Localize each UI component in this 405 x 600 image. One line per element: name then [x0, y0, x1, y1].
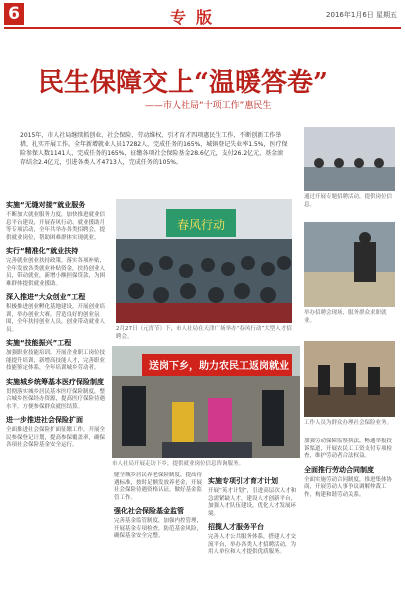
photo-caption-3: 市人社局开展走访下乡，提供就业岗位信息咨询服务。 [112, 461, 245, 467]
issue-date: 2016年1月6日 星期五 [326, 11, 397, 19]
article-subtitle: ——市人社局“十项工作”惠民生 [145, 101, 272, 111]
photo-service [304, 222, 395, 307]
page-header [0, 0, 405, 26]
article-lead: 2015年，市人社局继续抓创业、社会保险、劳动维权、引才育才四项惠民生工作，不断创新工作举措，扎实开展工作。全年新增就业人员17282人，完成任务的165%，城镇登记失业率1.5%，医疗保险参保人数1141人，完成任务的165%，征缴各项社会保险基金28.6亿元，支付26.2亿元，基金滚存结余2.4亿元，引进各类人才4713人，完成任务的105%。 [20, 132, 288, 166]
col4-para-2: 全面实施劳动合同制度，推进集体协商，开展劳动人事争议调解仲裁工作，构建和谐劳动关系。 [304, 476, 393, 498]
col3-heading-1: 实施专项引才育才计划 [208, 477, 278, 485]
header-rule [4, 27, 401, 29]
col2-para-1: 健全城乡居民养老保险制度，提高待遇标准，按时足额发放养老金，开展社会保险待遇资格认证，做好基金监管工作。 [114, 472, 203, 501]
right-caption-3: 工作人员为群众办理社会保险业务。 [304, 420, 393, 426]
col1-heading-6: 进一步推进社会保险扩面 [6, 416, 83, 424]
banner-text: 送岗下乡，助力农民工返岗就业 [149, 361, 289, 372]
col1-para-6: 全面推进社会保险扩面征缴工作，开展全民参保登记计划，提高参保覆盖率，确保各项社会保险基金安全运行。 [6, 427, 106, 448]
col1-para-4: 加强职业技能培训，开展企业职工岗位技能提升培训，新增高技能人才，完善职业技能鉴定体系，全年培训城乡劳动者。 [6, 350, 106, 371]
col3-para-2: 完善人才公共服务体系，搭建人才交流平台，举办各类人才招聘活动，为用人单位和人才提供优质服务。 [208, 534, 297, 555]
svg-text:春风行动: 春风行动 [176, 218, 226, 232]
photo-job-fair [116, 199, 292, 323]
col1-para-3: 积极推进创业孵化基地建设，开展创业培训，举办创业大赛，营造良好的创业氛围，全年扶持创业人员，创业带动就业人员。 [6, 304, 106, 333]
photo-outreach [112, 346, 300, 458]
article-title: 民生保障交上“温暖答卷” [38, 68, 328, 98]
col1-heading-4: 实施“技能振兴”工程 [6, 339, 72, 347]
col2-para-2: 完善基金监管制度，加强内控管理，开展基金专项检查，防范基金风险，确保基金安全完整。 [114, 518, 203, 539]
col4-heading-1: 全面推行劳动合同制度 [304, 465, 374, 474]
photo-caption-1: 2月27日（元宵节）下，市人社局在天津广场举办“春风行动”大型人才招聘会。 [116, 326, 292, 340]
col1-heading-5: 实施城乡统筹基本医疗保险制度 [6, 377, 104, 386]
column-1 [6, 196, 110, 596]
col1-para-2: 完善就业创业扶持政策，落实各项补贴，全年发放各类就业补贴资金，扶持创业人员，带动就业，新增小额担保贷款，为困难群体提供就业援助。 [6, 258, 106, 287]
section-title: 专版 [170, 8, 223, 27]
col1-para-1: 不断加大就业服务力度，加快推进就业信息平台建设，开展春风行动、就业援助月等专项活动，全年共举办各类招聘会，提供就业岗位，帮助困难群体实现就业。 [6, 212, 106, 241]
col3-heading-2: 招揽人才服务平台 [208, 523, 264, 531]
col1-para-5: 贯彻落实城乡居民基本医疗保险制度，整合城乡医保经办资源，提高医疗保险待遇水平，方便参保群众就医结算。 [6, 388, 106, 410]
right-caption-1: 通过开展专题招聘活动，提供岗位信息。 [304, 194, 393, 208]
column-2 [114, 472, 204, 596]
col2-heading-1: 强化社会保险基金监管 [114, 507, 184, 515]
column-3 [208, 472, 300, 596]
col1-heading-3: 深入推进“大众创业”工程 [6, 293, 86, 301]
photo-meeting [304, 127, 395, 191]
page-number: 6 [4, 3, 24, 25]
col3-para-1: 开展“英才计划”，引进高层次人才和急需紧缺人才，建设人才创新平台，加强人才队伍建设，优化人才发展环境。 [208, 488, 297, 517]
photo-office [304, 341, 395, 417]
col1-heading-2: 实行“精准化”就业扶持 [6, 247, 79, 255]
column-4 [304, 438, 397, 596]
col1-heading-1: 实施“无缝对接”就业服务 [6, 201, 86, 209]
col4-para-1: 加强劳动保障监察执法，畅通举报投诉渠道，开展农民工工资支付专项检查，维护劳动者合法权益。 [304, 438, 393, 459]
right-caption-2: 举办招聘会现场，服务群众求职就业。 [304, 310, 387, 324]
